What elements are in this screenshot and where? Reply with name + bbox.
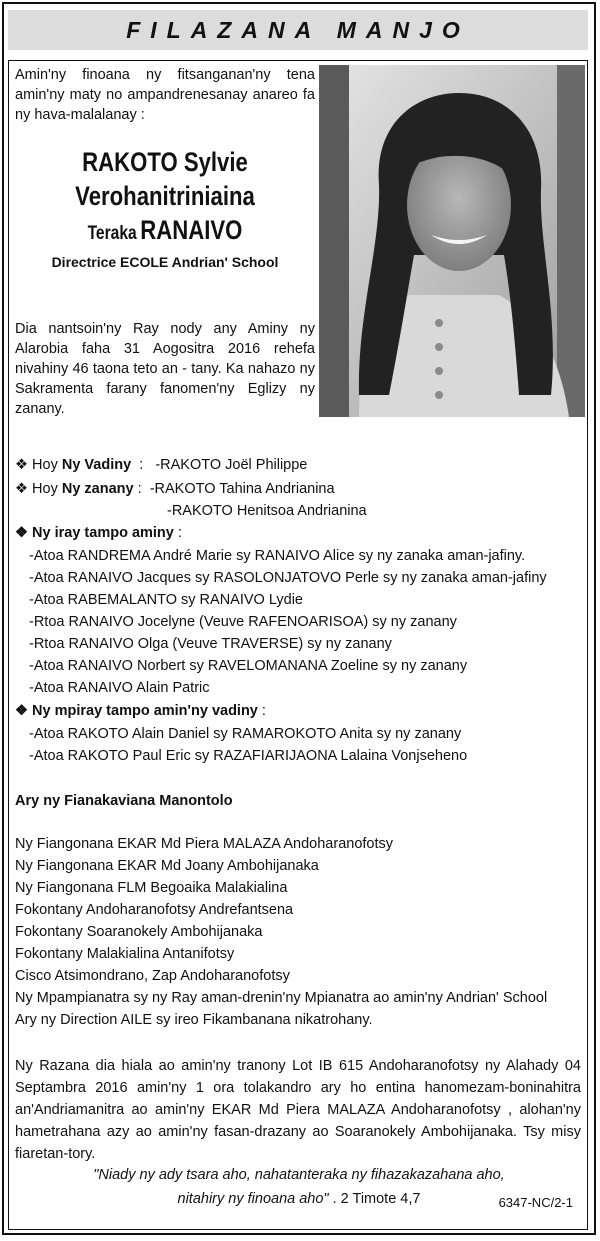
family-mpiray-list <box>29 723 467 767</box>
birth-name <box>37 213 293 252</box>
quote-line1: "Niady ny ady tsara aho, nahatanteraka ny fihazakazahana aho, <box>93 1167 505 1183</box>
birth-prefix: Teraka <box>87 223 137 244</box>
list-item: -Atoa RAKOTO Alain Daniel sy RAMAROKOTO Anita sy ny zanany <box>29 726 462 742</box>
list-item: Fokontany Andoharanofotsy Andrefantsena <box>15 902 294 918</box>
notice-title: FILAZANA MANJO <box>126 16 470 43</box>
funeral-text: Ny Razana dia hiala ao amin'ny tranony Lot IB 615 Andoharanofotsy ny Alahady 04 Septambra 2016 amin'ny 1 ora tolakandro ary ho entina hanomezam-boninahitra an'Andriamanitra ao amin'ny EKAR Md Piera MALAZA Andoharanofotsy , alohan'ny hametrahana azy ao amin'ny fasan-drazany ao Soaranokely Ambohijanaka. Tsy misy fiaretan-tory. <box>15 1058 581 1162</box>
list-item: Ny Fiangonana FLM Begoaika Malakialina <box>15 880 288 896</box>
organizations-list <box>15 833 547 1031</box>
list-item: -Atoa RANDREMA André Marie sy RANAIVO Alice sy ny zanaka aman-jafiny. <box>29 548 526 564</box>
list-item: -Atoa RANAIVO Norbert sy RAVELOMANANA Zoeline sy ny zanany <box>29 658 468 674</box>
list-item: Fokontany Malakialina Antanifotsy <box>15 946 235 962</box>
list-item: -Rtoa RANAIVO Jocelyne (Veuve RAFENOARISOA) sy ny zanany <box>29 614 457 630</box>
family-zanany-2: -RAKOTO Henitsoa Andrianina <box>167 503 367 519</box>
announcement-text: Dia nantsoin'ny Ray nody any Aminy ny Alarobia faha 31 Aogositra 2016 rehefa nivahiny 46 taona teto an - tany. Ka nahazo ny Sakramenta farany fanomen'ny Eglizy ny zanany. <box>15 321 315 417</box>
birth-surname: RANAIVO <box>140 215 243 245</box>
notice-header <box>8 10 588 50</box>
list-item: -Atoa RANAIVO Jacques sy RASOLONJATOVO Perle sy ny zanaka aman-jafiny <box>29 570 547 586</box>
intro-text: Amin'ny finoana ny fitsanganan'ny tena amin'ny maty no ampandrenesanay anareo fa ny hava-malalanay : <box>15 67 315 123</box>
quote-reference: . 2 Timote 4,7 <box>328 1191 421 1207</box>
deceased-name-line2: Verohanitriniaina <box>75 181 255 211</box>
list-item: Fokontany Soaranokely Ambohijanaka <box>15 924 263 940</box>
list-item: -Atoa RANAIVO Alain Patric <box>29 680 210 696</box>
portrait-photo <box>319 65 585 417</box>
list-item: -Rtoa RANAIVO Olga (Veuve TRAVERSE) sy ny zanany <box>29 636 392 652</box>
deceased-name-block <box>9 145 321 270</box>
fianakaviana-title: Ary ny Fianakaviana Manontolo <box>15 793 233 809</box>
notice-code: 6347-NC/2-1 <box>498 1195 573 1210</box>
notice-body <box>8 60 588 1230</box>
list-item: -Atoa RAKOTO Paul Eric sy RAZAFIARIJAONA Lalaina Vonjseheno <box>29 748 468 764</box>
list-item: Ary ny Direction AILE sy ireo Fikambanana nikatrohany. <box>15 1012 373 1028</box>
family-tampo-heading: ❖ Ny iray tampo aminy : <box>15 525 182 541</box>
portrait-image <box>319 65 585 417</box>
list-item: Ny Fiangonana EKAR Md Piera MALAZA Andoharanofotsy <box>15 836 394 852</box>
deceased-role: Directrice ECOLE Andrian' School <box>51 254 279 270</box>
family-vadiny: ❖ Hoy Ny Vadiny : -RAKOTO Joël Philippe <box>15 457 308 473</box>
list-item: Ny Mpampianatra sy ny Ray aman-drenin'ny Mpianatra ao amin'ny Andrian' School <box>15 990 548 1006</box>
list-item: -Atoa RABEMALANTO sy RANAIVO Lydie <box>29 592 303 608</box>
family-tampo-list <box>29 545 547 699</box>
list-item: Ny Fiangonana EKAR Md Joany Ambohijanaka <box>15 858 319 874</box>
list-item: Cisco Atsimondrano, Zap Andoharanofotsy <box>15 968 290 984</box>
quote-text: nitahiry ny finoana aho" <box>177 1191 329 1207</box>
family-mpiray-heading: ❖ Ny mpiray tampo amin'ny vadiny : <box>15 703 266 719</box>
family-zanany: ❖ Hoy Ny zanany : -RAKOTO Tahina Andrianina <box>15 481 335 497</box>
deceased-name-line1: RAKOTO Sylvie <box>82 147 248 177</box>
